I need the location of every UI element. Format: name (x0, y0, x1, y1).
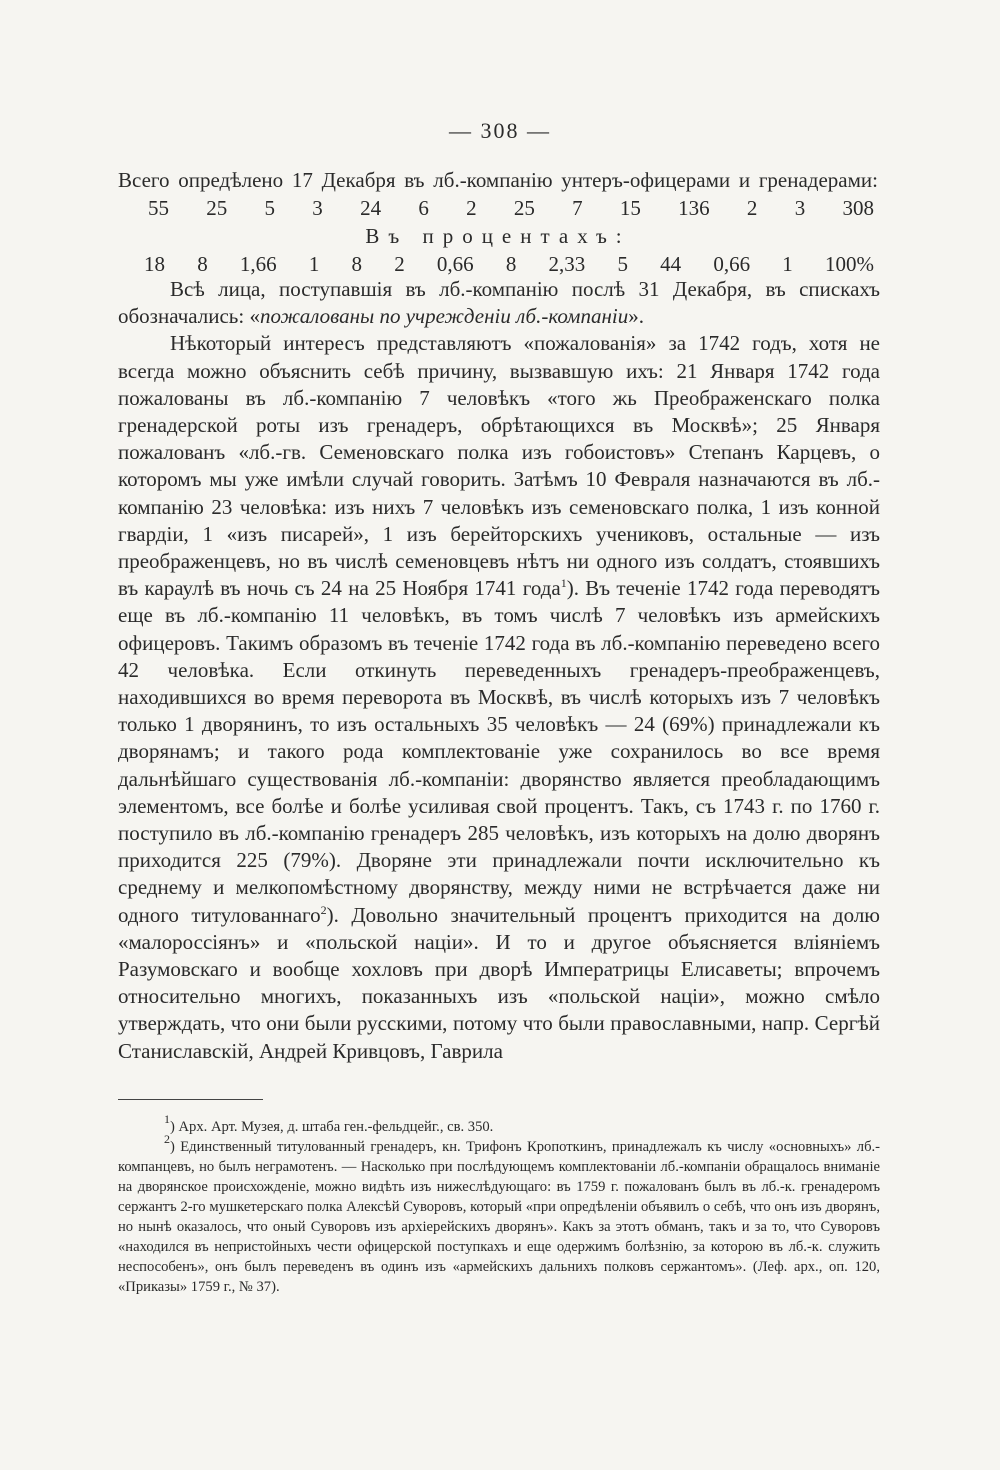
footnote-divider (118, 1099, 263, 1100)
count-cell: 25 (513, 196, 535, 220)
percent-cell: 8 (351, 252, 362, 276)
count-cell: 7 (572, 196, 583, 220)
footnote-ref-1[interactable]: 1 (560, 576, 567, 591)
count-cell: 5 (264, 196, 276, 220)
percent-cell: 1 (308, 252, 320, 276)
percent-cell: 5 (617, 252, 628, 276)
percent-total: 100% (824, 252, 874, 276)
count-cell: 25 (206, 196, 228, 220)
percent-cell: 0,66 (713, 252, 751, 276)
summary-table (118, 166, 878, 278)
percent-cell: 1 (782, 252, 793, 276)
count-cell: 15 (619, 196, 641, 220)
count-cell: 24 (360, 196, 382, 220)
quoted-phrase: пожалованы по учрежденіи лб.-компаніи (259, 304, 629, 329)
percent-cell: 2 (394, 252, 405, 276)
percent-cell: 8 (505, 252, 517, 276)
count-cell: 6 (418, 196, 429, 220)
page-number: — 308 — (449, 118, 551, 143)
footnote-mark: 1 (164, 1112, 170, 1126)
count-cell: 55 (148, 196, 169, 220)
footnote-ref-2[interactable]: 2 (320, 902, 327, 917)
percents-row (118, 250, 878, 278)
percent-cell: 0,66 (436, 252, 474, 276)
count-total: 308 (842, 196, 874, 220)
footnote-mark: 2 (164, 1132, 170, 1146)
footnote-2: $^2$) Единственный титулованный гренадеръ, кн. Трифонъ Кропоткинъ, принадлежалъ къ числу «основныхъ» лб.-компанцевъ, но былъ неграмотенъ. — Насколько при послѣдующемъ комплектованіи лб.-компаніи обращалось вниманіе на дворянское происхожденіе, можно видѣть изъ нижеслѣдующаго: въ 1759 г. пожалованъ былъ въ лб.-к. гренадеромъ сержантъ 2-го мушкетерскаго полка Алексѣй Суворовъ, который «при опредѣленіи объявилъ о себѣ, что онъ изъ дворянъ, но нынѣ оказалось, что оный Суворовъ изъ архіерейскихъ дворянъ». Какъ за этотъ обманъ, такъ и за то, что Суворовъ «находился въ непристойныхъ чести офицерской поступкахъ и еще одержимъ болѣзнію, за которою въ лб.-к. служить неспособенъ», онъ былъ переведенъ въ одинъ изъ «армейскихъ дальнихъ полковъ сержантомъ». (Леф. арх., оп. 120, «Приказы» 1759 г., № 37). (118, 1132, 880, 1295)
counts-row (118, 194, 878, 222)
percent-cell: 2,33 (548, 252, 586, 276)
percent-heading: Въ процентахъ: (365, 224, 631, 248)
percent-cell: 1,66 (239, 252, 277, 276)
summary-heading: Всего опредѣлено 17 Декабря въ лб.-компанію унтеръ-офицерами и гренадерами: (118, 168, 878, 192)
paragraph-2: Нѣкоторый интересъ представляютъ «пожалованія» за 1742 годъ, хотя не всегда можно объяснить себѣ причину, вызвавшую ихъ: 21 Января 1742 года пожалованы въ лб.-компанію 7 человѣкъ «того жь Преображенскаго полка гренадерской роты изъ гренадеръ, обрѣтающихся въ Москвѣ»; 25 Января пожалованъ «лб.-гв. Семеновскаго полка изъ гобоистовъ» Степанъ Карцевъ, о которомъ мы уже имѣли случай говорить. Затѣмъ 10 Февраля назначаются въ лб.-компанію 23 человѣка: изъ нихъ 7 человѣкъ изъ семеновскаго полка, 1 изъ конной гвардіи, 1 «изъ писарей», 1 изъ берейторскихъ учениковъ, остальные — изъ преображенцевъ, но въ числѣ семеновцевъ нѣтъ ни одного изъ солдатъ, стоявшихъ въ караулѣ въ ночь съ 24 на 25 Ноября 1741 года$^1$). Въ теченіе 1742 года переводятъ еще въ лб.-компанію 11 человѣкъ, въ томъ числѣ 7 человѣкъ изъ армейскихъ офицеровъ. Такимъ образомъ въ теченіе 1742 года въ лб.-компанію переведено всего 42 человѣка. Если откинуть переведенныхъ гренадеръ-преображенцевъ, находившихся во время переворота въ Москвѣ, въ числѣ которыхъ изъ 7 человѣкъ только 1 дворянинъ, то изъ остальныхъ 35 человѣкъ — 24 (69%) принадлежали къ дворянамъ; и такого рода комплектованіе уже сохранилось во все время дальнѣйшаго существованія лб.-компаніи: дворянство является преобладающимъ элементомъ, все болѣе и болѣе усиливая свой процентъ. Такъ, съ 1743 г. по 1760 г. поступило въ лб.-компанію гренадеръ 285 человѣкъ, изъ которыхъ на долю дворянъ приходится 225 (79%). Дворяне эти принадлежали почти исключительно къ среднему и мелкопомѣстному дворянству, между ними не встрѣчается даже ни одного титулованнаго$^2$). Довольно значительный процентъ приходится на долю «малороссіянъ» и «польской націи». И то и другое объясняется вліяніемъ Разумовскаго и вообще хохловъ при дворѣ Императрицы Елисаветы; впрочемъ относительно многихъ, показанныхъ изъ «польской націи», можно смѣло утверждать, что они были русскими, потому что были православными, напр. Сергѣй Станиславскій, Андрей Кривцовъ, Гаврила (118, 331, 880, 1063)
footnotes (118, 1112, 880, 1297)
count-cell: 2 (466, 196, 477, 220)
percent-cell: 8 (197, 252, 208, 276)
count-cell: 3 (794, 196, 806, 220)
paragraph-1: Всѣ лица, поступавшія въ лб.-компанію послѣ 31 Декабря, въ спискахъ обозначались: «пожалованы по учрежденіи лб.-компаніи». (118, 277, 880, 329)
count-cell: 3 (312, 196, 323, 220)
count-cell: 2 (746, 196, 758, 220)
body-text (118, 276, 880, 1065)
percent-cell: 18 (144, 252, 165, 276)
footnote-1: $^1$) Арх. Арт. Музея, д. штаба ген.-фельдцейг., св. 350. (164, 1112, 494, 1135)
count-cell: 136 (678, 196, 710, 220)
percent-cell: 44 (660, 252, 682, 276)
